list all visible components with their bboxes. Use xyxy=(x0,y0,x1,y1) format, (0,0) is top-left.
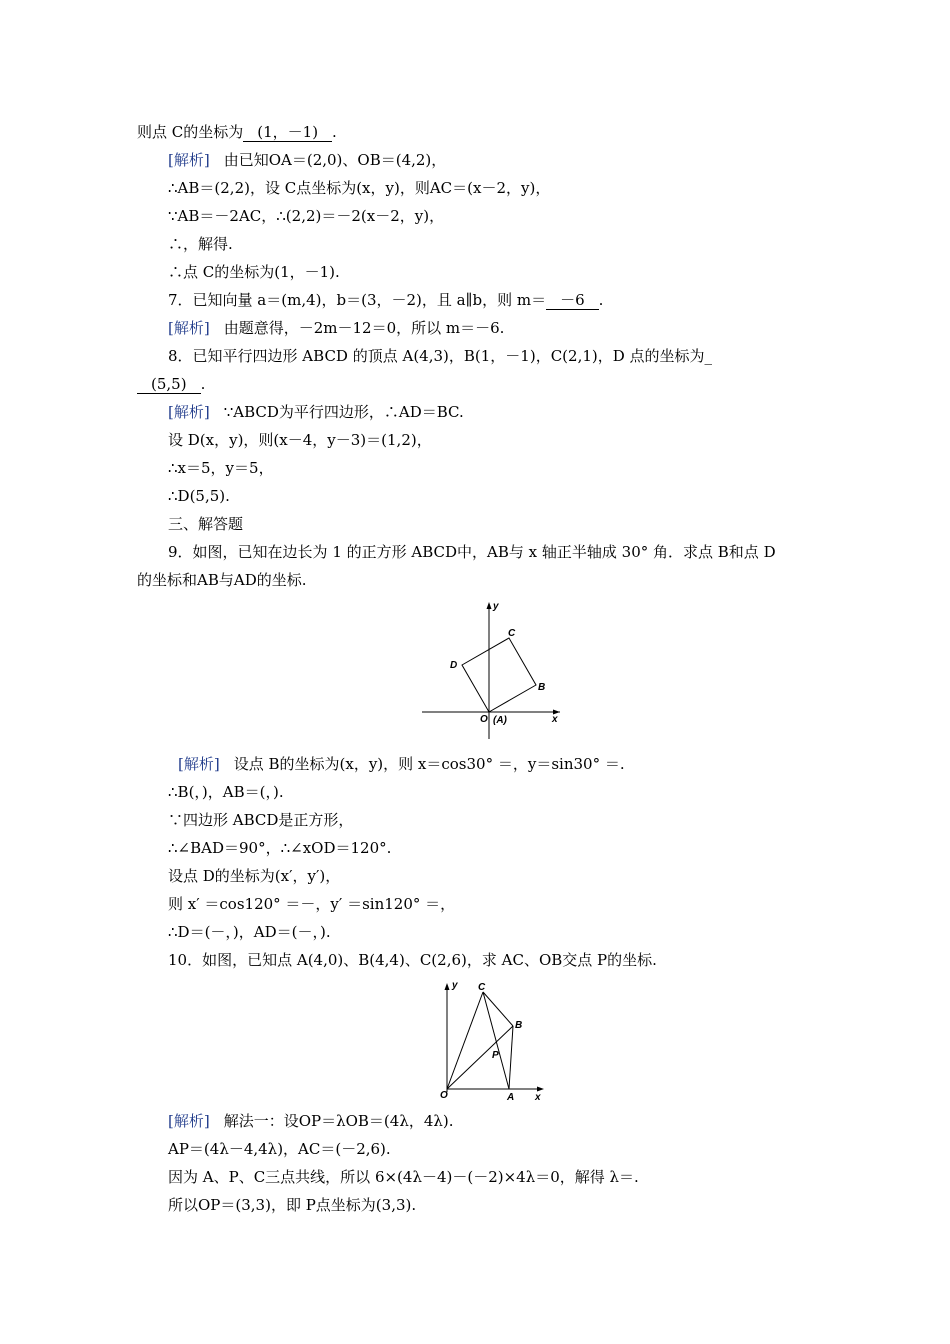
label-c: C xyxy=(478,982,486,993)
solution-line: 设 D(x，y)，则(x－4，y－3)＝(1,2)， xyxy=(168,431,432,449)
label-a: A xyxy=(507,1092,515,1102)
text: . xyxy=(332,123,337,141)
problem-9: 9．如图，已知在边长为 1 的正方形 ABCD中，AB与 x 轴正半轴成 30° 角．求点 B和点 D xyxy=(168,543,776,561)
label-c: C xyxy=(508,628,516,639)
text: . xyxy=(200,375,206,393)
square-figure xyxy=(420,596,570,742)
solution-line: ∴D＝(－，)，AD＝(－，). xyxy=(168,923,331,941)
analysis-tag: [解析] xyxy=(168,319,210,337)
text: . xyxy=(598,291,604,309)
solution-line: ∴，解得. xyxy=(168,235,233,253)
solution-line: ∴B(，)，AB＝(，). xyxy=(168,783,284,801)
square-abcd xyxy=(462,638,536,712)
label-b: B xyxy=(538,682,546,693)
answer-blank: (5,5) xyxy=(137,375,201,394)
label-p: P xyxy=(492,1050,499,1061)
text: 由题意得，－2m－12＝0，所以 m＝－6. xyxy=(223,319,505,337)
analysis-tag: [解析] xyxy=(168,403,210,421)
label-x: x xyxy=(535,1092,541,1102)
solution-line: ∴点 C的坐标为(1，－1). xyxy=(168,263,340,281)
label-b: B xyxy=(515,1020,523,1031)
solution-line: 所以OP＝(3,3)，即 P点坐标为(3,3). xyxy=(168,1196,417,1214)
solution-line: ∴D(5,5). xyxy=(168,487,230,505)
text: 7．已知向量 a＝(m,4)，b＝(3，－2)，且 a∥b，则 m＝ xyxy=(168,291,547,309)
problem-7 xyxy=(168,289,603,311)
label-x: x xyxy=(552,714,558,725)
problem-8-answer-line xyxy=(137,373,205,395)
solution-line: ∵四边形 ABCD是正方形， xyxy=(168,811,354,829)
solution-line: AP＝(4λ－4,4λ)，AC＝(－2,6). xyxy=(168,1140,391,1158)
problem-8: 8．已知平行四边形 ABCD 的顶点 A(4,3)，B(1，－1)，C(2,1)，D 点的坐标为_ xyxy=(168,347,713,365)
solution-line xyxy=(168,317,504,339)
y-arrow-icon xyxy=(487,602,492,609)
answer-blank: (1，－1) xyxy=(243,123,332,142)
solution-line xyxy=(168,149,446,171)
answer-blank: －6 xyxy=(546,291,599,310)
analysis-tag: [解析] xyxy=(168,1112,210,1130)
problem-10: 10．如图，已知点 A(4,0)、B(4,4)、C(2,6)，求 AC、OB交点 P的坐标. xyxy=(168,951,657,969)
text: 设点 B的坐标为(x，y)，则 x＝cos30° ＝，y＝sin30° ＝. xyxy=(233,755,625,773)
section-heading: 三、解答题 xyxy=(168,515,244,533)
text: 则点 C的坐标为 xyxy=(137,123,244,141)
label-d: D xyxy=(450,660,458,671)
problem-6-answer-line xyxy=(137,121,337,143)
solution-line: 因为 A、P、C三点共线，所以 6×(4λ－4)－(－2)×4λ＝0，解得 λ＝. xyxy=(168,1168,639,1186)
x-arrow-icon xyxy=(537,1087,544,1092)
y-arrow-icon xyxy=(445,983,450,990)
solution-line: ∴x＝5，y＝5， xyxy=(168,459,274,477)
label-a: (A) xyxy=(493,715,507,726)
text: 解法一：设OP＝λOB＝(4λ，4λ). xyxy=(223,1112,454,1130)
segment-ba xyxy=(509,1026,513,1089)
analysis-tag: [解析] xyxy=(168,151,210,169)
segment-ob xyxy=(447,1026,513,1089)
solution-line: ∴AB＝(2,2)，设 C点坐标为(x，y)，则AC＝(x－2，y)， xyxy=(168,179,551,197)
solution-line: ∴∠BAD＝90°，∴∠xOD＝120°. xyxy=(168,839,392,857)
solution-line xyxy=(168,401,464,423)
label-y: y xyxy=(493,601,499,612)
label-o: O xyxy=(440,1090,448,1101)
problem-9-cont: 的坐标和AB与AD的坐标. xyxy=(137,571,307,589)
solution-line: ∵AB＝－2AC，∴(2,2)＝－2(x－2，y)， xyxy=(168,207,445,225)
solution-line: 设点 D的坐标为(x′，y′)， xyxy=(168,867,341,885)
solution-line xyxy=(178,753,625,775)
text: ∵ABCD为平行四边形，∴AD＝BC. xyxy=(223,403,464,421)
solution-line xyxy=(168,1110,454,1132)
analysis-tag: [解析] xyxy=(178,755,220,773)
solution-line: 则 x′ ＝cos120° ＝－，y′ ＝sin120° ＝， xyxy=(168,895,456,913)
segment-oc xyxy=(447,992,483,1089)
text: 由已知OA＝(2,0)、OB＝(4,2)， xyxy=(223,151,447,169)
triangle-figure xyxy=(432,978,548,1102)
label-y: y xyxy=(452,980,458,991)
label-o: O xyxy=(480,714,488,725)
